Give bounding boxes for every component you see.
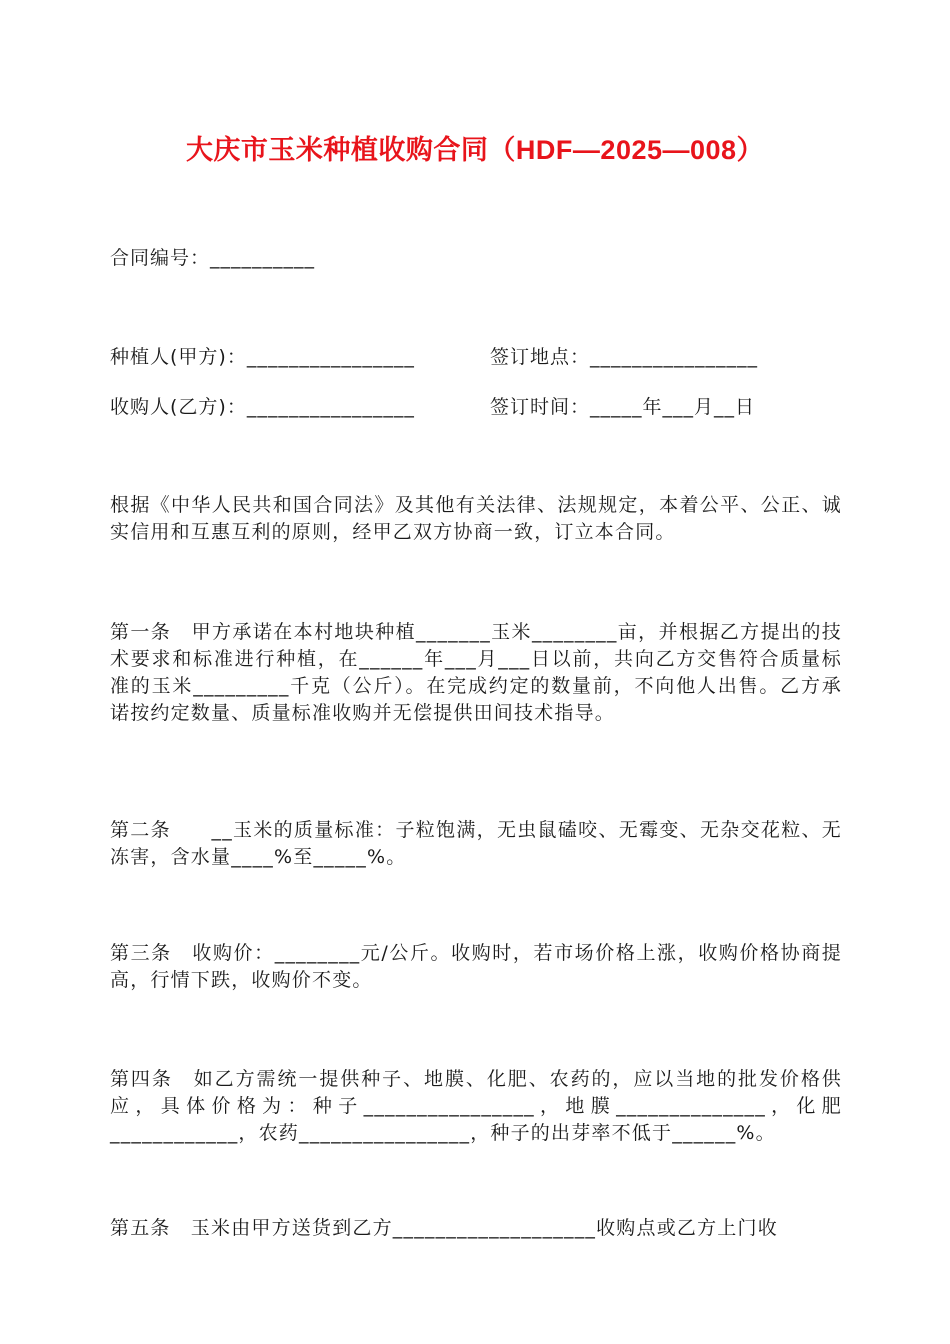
signing-time-field: 签订时间：_____年___月__日 bbox=[490, 396, 756, 418]
grower-party-a-field: 种植人(甲方)：________________ bbox=[110, 346, 415, 368]
article-3: 第三条 收购价：________元/公斤。收购时，若市场价格上涨，收购价格协商提高，行情下跌，收购价不变。 bbox=[110, 942, 842, 991]
contract-number-field: 合同编号：__________ bbox=[110, 247, 316, 269]
preamble-paragraph: 根据《中华人民共和国合同法》及其他有关法律、法规规定，本着公平、公正、诚实信用和互惠互利的原则，经甲乙双方协商一致，订立本合同。 bbox=[110, 494, 842, 543]
article-2: 第二条 __玉米的质量标准：子粒饱满，无虫鼠磕咬、无霉变、无杂交花粒、无冻害，含水量____%至_____%。 bbox=[110, 819, 842, 868]
article-1: 第一条 甲方承诺在本村地块种植_______玉米________亩，并根据乙方提出的技术要求和标准进行种植，在______年___月___日以前，共向乙方交售符合质量标准的玉米_________千克（公斤）。在完成约定的数量前，不向他人出售。乙方承诺按约定数量、质量标准收购并无偿提供田间技术指导。 bbox=[110, 621, 842, 724]
article-4: 第四条 如乙方需统一提供种子、地膜、化肥、农药的，应以当地的批发价格供应，具体价格为：种子________________，地膜______________，化肥____________，农药________________，种子的出芽率不低于______%。 bbox=[110, 1068, 842, 1144]
article-5: 第五条 玉米由甲方送货到乙方___________________收购点或乙方上门收 bbox=[110, 1217, 778, 1239]
document-title: 大庆市玉米种植收购合同（HDF—2025—008） bbox=[185, 135, 765, 165]
signing-place-field: 签订地点：________________ bbox=[490, 346, 759, 368]
buyer-party-b-field: 收购人(乙方)：________________ bbox=[110, 396, 415, 418]
